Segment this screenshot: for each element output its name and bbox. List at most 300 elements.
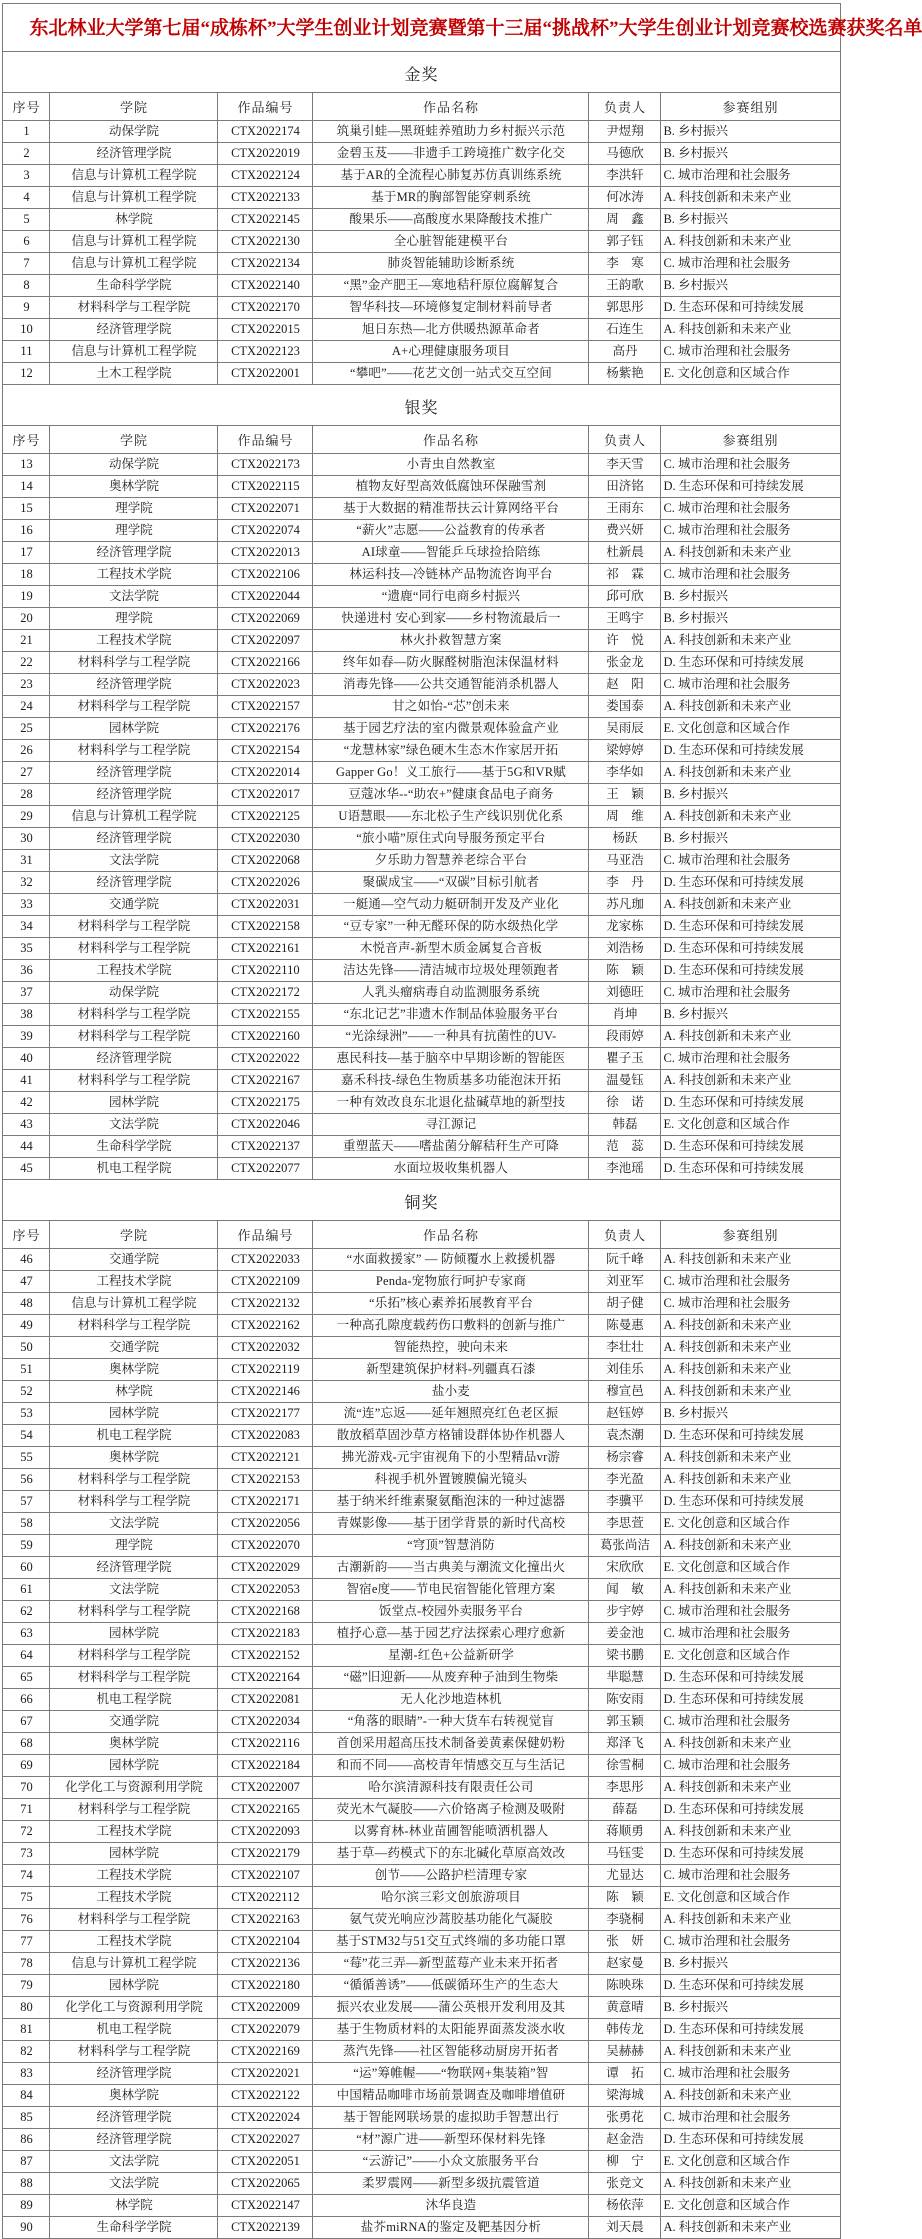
- column-header-row: [3, 426, 840, 454]
- cell-leader: 苏凡珈: [589, 894, 661, 916]
- cell-college: 交通学院: [50, 894, 218, 916]
- cell-work-id: CTX2022183: [218, 1623, 313, 1645]
- cell-work-id: CTX2022051: [218, 2151, 313, 2173]
- cell-group: A. 科技创新和未来产业: [661, 187, 840, 209]
- cell-work-id: CTX2022172: [218, 982, 313, 1004]
- cell-index: 65: [3, 1667, 50, 1689]
- cell-index: 4: [3, 187, 50, 209]
- cell-leader: 高丹: [589, 341, 661, 363]
- cell-college: 信息与计算机工程学院: [50, 341, 218, 363]
- cell-college: 奥林学院: [50, 1447, 218, 1469]
- cell-index: 85: [3, 2107, 50, 2129]
- table-row: [3, 1513, 840, 1535]
- cell-leader: 吴雨辰: [589, 718, 661, 740]
- cell-work-name: 小青虫自然教室: [313, 454, 589, 476]
- cell-work-id: CTX2022029: [218, 1557, 313, 1579]
- cell-work-name: 豆蔻冰华--“助农+”健康食品电子商务: [313, 784, 589, 806]
- cell-work-name: 水面垃圾收集机器人: [313, 1158, 589, 1180]
- cell-group: A. 科技创新和未来产业: [661, 2173, 840, 2195]
- cell-group: C. 城市治理和社会服务: [661, 850, 840, 872]
- cell-work-name: 一种有效改良东北退化盐碱草地的新型技: [313, 1092, 589, 1114]
- cell-college: 林学院: [50, 1381, 218, 1403]
- table-row: [3, 608, 840, 630]
- cell-college: 园林学院: [50, 1975, 218, 1997]
- cell-group: A. 科技创新和未来产业: [661, 1381, 840, 1403]
- cell-group: E. 文化创意和区域合作: [661, 1513, 840, 1535]
- cell-work-name: 科视手机外置镀膜偏光镜头: [313, 1469, 589, 1491]
- award-table: [2, 3, 922, 2239]
- table-row: [3, 1381, 840, 1403]
- cell-college: 经济管理学院: [50, 784, 218, 806]
- cell-work-name: 金碧玉芨——非遗手工跨境推广数字化交: [313, 143, 589, 165]
- cell-group: D. 生态环保和可持续发展: [661, 297, 840, 319]
- cell-college: 材料科学与工程学院: [50, 1491, 218, 1513]
- table-row: [3, 143, 840, 165]
- cell-leader: 李华如: [589, 762, 661, 784]
- cell-group: B. 乡村振兴: [661, 275, 840, 297]
- cell-work-id: CTX2022107: [218, 1865, 313, 1887]
- cell-work-id: CTX2022024: [218, 2107, 313, 2129]
- table-row: [3, 784, 840, 806]
- cell-work-name: “遗鹿“同行电商乡村振兴: [313, 586, 589, 608]
- cell-group: B. 乡村振兴: [661, 1403, 840, 1425]
- cell-work-name: 基于园艺疗法的室内微景观体验盒产业: [313, 718, 589, 740]
- cell-leader: 徐雪桐: [589, 1755, 661, 1777]
- column-header: 学院: [50, 426, 218, 454]
- cell-leader: 李池瑶: [589, 1158, 661, 1180]
- column-header: 作品编号: [218, 426, 313, 454]
- cell-leader: 李思彤: [589, 1777, 661, 1799]
- cell-index: 58: [3, 1513, 50, 1535]
- column-header: 负责人: [589, 426, 661, 454]
- cell-index: 34: [3, 916, 50, 938]
- table-row: [3, 1557, 840, 1579]
- cell-work-name: 振兴农业发展——蒲公英根开发利用及其: [313, 1997, 589, 2019]
- cell-group: C. 城市治理和社会服务: [661, 1865, 840, 1887]
- cell-work-name: 一种高孔隙度载药伤口敷料的创新与推广: [313, 1315, 589, 1337]
- cell-work-name: Penda-宠物旅行呵护专家商: [313, 1271, 589, 1293]
- cell-work-id: CTX2022106: [218, 564, 313, 586]
- cell-college: 经济管理学院: [50, 2063, 218, 2085]
- cell-college: 经济管理学院: [50, 1557, 218, 1579]
- cell-group: A. 科技创新和未来产业: [661, 1070, 840, 1092]
- cell-work-id: CTX2022163: [218, 1909, 313, 1931]
- cell-work-id: CTX2022145: [218, 209, 313, 231]
- table-row: [3, 1271, 840, 1293]
- cell-work-name: 哈尔滨清源科技有限责任公司: [313, 1777, 589, 1799]
- table-row: [3, 1425, 840, 1447]
- cell-group: B. 乡村振兴: [661, 1953, 840, 1975]
- cell-work-name: “水面救援家” — 防倾覆水上救援机器: [313, 1249, 589, 1271]
- cell-work-id: CTX2022184: [218, 1755, 313, 1777]
- column-header: 参赛组别: [661, 93, 840, 121]
- table-row: [3, 1491, 840, 1513]
- cell-index: 24: [3, 696, 50, 718]
- table-row: [3, 652, 840, 674]
- cell-group: A. 科技创新和未来产业: [661, 1337, 840, 1359]
- cell-work-id: CTX2022155: [218, 1004, 313, 1026]
- cell-group: E. 文化创意和区域合作: [661, 2195, 840, 2217]
- table-row: [3, 1799, 840, 1821]
- cell-group: C. 城市治理和社会服务: [661, 454, 840, 476]
- cell-leader: 薛磊: [589, 1799, 661, 1821]
- column-header: 作品名称: [313, 93, 589, 121]
- cell-leader: 郭子钰: [589, 231, 661, 253]
- cell-college: 园林学院: [50, 1755, 218, 1777]
- cell-group: A. 科技创新和未来产业: [661, 2041, 840, 2063]
- cell-leader: 韩磊: [589, 1114, 661, 1136]
- cell-group: C. 城市治理和社会服务: [661, 520, 840, 542]
- cell-group: C. 城市治理和社会服务: [661, 1931, 840, 1953]
- cell-college: 材料科学与工程学院: [50, 2041, 218, 2063]
- cell-group: B. 乡村振兴: [661, 209, 840, 231]
- cell-work-name: 基于STM32与51交互式终端的多功能口罩: [313, 1931, 589, 1953]
- cell-index: 33: [3, 894, 50, 916]
- cell-leader: 杨依萍: [589, 2195, 661, 2217]
- table-row: [3, 1843, 840, 1865]
- cell-work-name: 饭堂点-校园外卖服务平台: [313, 1601, 589, 1623]
- cell-work-name: 甘之如怡-“芯”创未来: [313, 696, 589, 718]
- cell-college: 林学院: [50, 209, 218, 231]
- cell-work-id: CTX2022007: [218, 1777, 313, 1799]
- table-row: [3, 1469, 840, 1491]
- cell-work-id: CTX2022124: [218, 165, 313, 187]
- table-row: [3, 740, 840, 762]
- cell-leader: 马德欣: [589, 143, 661, 165]
- cell-work-id: CTX2022130: [218, 231, 313, 253]
- cell-college: 信息与计算机工程学院: [50, 231, 218, 253]
- cell-leader: 徐 诺: [589, 1092, 661, 1114]
- cell-college: 交通学院: [50, 1711, 218, 1733]
- cell-leader: 陈映珠: [589, 1975, 661, 1997]
- cell-work-id: CTX2022053: [218, 1579, 313, 1601]
- cell-work-id: CTX2022153: [218, 1469, 313, 1491]
- cell-work-id: CTX2022119: [218, 1359, 313, 1381]
- cell-work-id: CTX2022031: [218, 894, 313, 916]
- cell-group: C. 城市治理和社会服务: [661, 564, 840, 586]
- table-row: [3, 1777, 840, 1799]
- cell-work-name: 以雾育林-林业苗圃智能喷洒机器人: [313, 1821, 589, 1843]
- cell-leader: 郭玉颖: [589, 1711, 661, 1733]
- cell-work-name: 智宿e度——节电民宿智能化管理方案: [313, 1579, 589, 1601]
- cell-college: 经济管理学院: [50, 143, 218, 165]
- cell-college: 信息与计算机工程学院: [50, 806, 218, 828]
- cell-group: A. 科技创新和未来产业: [661, 542, 840, 564]
- cell-index: 31: [3, 850, 50, 872]
- cell-leader: 韩传龙: [589, 2019, 661, 2041]
- cell-group: D. 生态环保和可持续发展: [661, 916, 840, 938]
- cell-group: A. 科技创新和未来产业: [661, 2217, 840, 2239]
- cell-college: 工程技术学院: [50, 1271, 218, 1293]
- cell-work-name: 流“连”忘返——延年翘照亮红色老区振: [313, 1403, 589, 1425]
- cell-group: E. 文化创意和区域合作: [661, 2151, 840, 2173]
- section-title-row: [3, 385, 840, 426]
- cell-leader: 柳 宁: [589, 2151, 661, 2173]
- cell-work-id: CTX2022139: [218, 2217, 313, 2239]
- cell-leader: 杨紫艳: [589, 363, 661, 385]
- cell-work-id: CTX2022097: [218, 630, 313, 652]
- cell-index: 54: [3, 1425, 50, 1447]
- cell-leader: 田济铭: [589, 476, 661, 498]
- cell-index: 52: [3, 1381, 50, 1403]
- cell-work-name: “龙慧林家”绿色硬木生态木作家居开拓: [313, 740, 589, 762]
- table-row: [3, 454, 840, 476]
- cell-work-id: CTX2022112: [218, 1887, 313, 1909]
- cell-college: 信息与计算机工程学院: [50, 1953, 218, 1975]
- cell-index: 56: [3, 1469, 50, 1491]
- cell-work-name: 散放稻草固沙草方格铺设群体协作机器人: [313, 1425, 589, 1447]
- cell-leader: 姜金池: [589, 1623, 661, 1645]
- table-row: [3, 1931, 840, 1953]
- cell-leader: 杜新晨: [589, 542, 661, 564]
- table-row: [3, 1579, 840, 1601]
- cell-leader: 李天雪: [589, 454, 661, 476]
- cell-work-id: CTX2022152: [218, 1645, 313, 1667]
- cell-group: D. 生态环保和可持续发展: [661, 2019, 840, 2041]
- cell-index: 30: [3, 828, 50, 850]
- cell-index: 46: [3, 1249, 50, 1271]
- column-header-row: [3, 1221, 840, 1249]
- cell-group: E. 文化创意和区域合作: [661, 718, 840, 740]
- cell-index: 70: [3, 1777, 50, 1799]
- cell-work-id: CTX2022015: [218, 319, 313, 341]
- cell-index: 39: [3, 1026, 50, 1048]
- cell-group: A. 科技创新和未来产业: [661, 1821, 840, 1843]
- cell-work-name: 柔罗震网——新型多级抗震管道: [313, 2173, 589, 2195]
- table-row: [3, 916, 840, 938]
- table-row: [3, 2019, 840, 2041]
- cell-work-name: 古潮新韵——当古典美与潮流文化撞出火: [313, 1557, 589, 1579]
- cell-group: C. 城市治理和社会服务: [661, 982, 840, 1004]
- cell-work-id: CTX2022104: [218, 1931, 313, 1953]
- cell-work-name: 全心脏智能建模平台: [313, 231, 589, 253]
- cell-college: 经济管理学院: [50, 542, 218, 564]
- cell-leader: 马亚浩: [589, 850, 661, 872]
- cell-work-name: 荧光木气凝胶——六价铬离子检测及吸附: [313, 1799, 589, 1821]
- cell-college: 化学化工与资源利用学院: [50, 1997, 218, 2019]
- cell-index: 49: [3, 1315, 50, 1337]
- cell-group: A. 科技创新和未来产业: [661, 1579, 840, 1601]
- cell-work-id: CTX2022069: [218, 608, 313, 630]
- table-row: [3, 696, 840, 718]
- cell-index: 38: [3, 1004, 50, 1026]
- cell-index: 2: [3, 143, 50, 165]
- cell-leader: 娄国泰: [589, 696, 661, 718]
- cell-work-name: 智华科技—环境修复定制材料前导者: [313, 297, 589, 319]
- table-row: [3, 2085, 840, 2107]
- cell-group: D. 生态环保和可持续发展: [661, 1092, 840, 1114]
- cell-college: 文法学院: [50, 850, 218, 872]
- cell-index: 77: [3, 1931, 50, 1953]
- cell-work-id: CTX2022171: [218, 1491, 313, 1513]
- cell-leader: 陈安雨: [589, 1689, 661, 1711]
- cell-index: 79: [3, 1975, 50, 1997]
- table-row: [3, 2195, 840, 2217]
- cell-college: 文法学院: [50, 586, 218, 608]
- cell-leader: 张金龙: [589, 652, 661, 674]
- cell-index: 1: [3, 121, 50, 143]
- column-header: 学院: [50, 93, 218, 121]
- cell-work-name: 盐小麦: [313, 1381, 589, 1403]
- cell-index: 40: [3, 1048, 50, 1070]
- cell-group: C. 城市治理和社会服务: [661, 165, 840, 187]
- cell-leader: 王韵歌: [589, 275, 661, 297]
- cell-college: 材料科学与工程学院: [50, 1004, 218, 1026]
- cell-work-name: “循循善诱”——低碳循环生产的生态大: [313, 1975, 589, 1997]
- cell-work-id: CTX2022046: [218, 1114, 313, 1136]
- cell-leader: 穆宣邑: [589, 1381, 661, 1403]
- cell-leader: 范 蕊: [589, 1136, 661, 1158]
- table-row: [3, 1048, 840, 1070]
- cell-leader: 祁 霖: [589, 564, 661, 586]
- cell-group: D. 生态环保和可持续发展: [661, 2129, 840, 2151]
- cell-work-id: CTX2022109: [218, 1271, 313, 1293]
- cell-leader: 陈 颖: [589, 1887, 661, 1909]
- cell-work-name: 基于AR的全流程心肺复苏仿真训练系统: [313, 165, 589, 187]
- cell-college: 经济管理学院: [50, 319, 218, 341]
- cell-group: B. 乡村振兴: [661, 1004, 840, 1026]
- cell-work-id: CTX2022168: [218, 1601, 313, 1623]
- cell-leader: 李 丹: [589, 872, 661, 894]
- cell-college: 经济管理学院: [50, 872, 218, 894]
- cell-leader: 马钰雯: [589, 1843, 661, 1865]
- table-row: [3, 960, 840, 982]
- table-row: [3, 1667, 840, 1689]
- table-row: [3, 520, 840, 542]
- cell-college: 交通学院: [50, 1337, 218, 1359]
- table-row: [3, 187, 840, 209]
- cell-leader: 李骁桐: [589, 1909, 661, 1931]
- cell-college: 材料科学与工程学院: [50, 1315, 218, 1337]
- cell-work-id: CTX2022125: [218, 806, 313, 828]
- cell-group: B. 乡村振兴: [661, 586, 840, 608]
- table-row: [3, 894, 840, 916]
- table-row: [3, 297, 840, 319]
- cell-work-id: CTX2022032: [218, 1337, 313, 1359]
- cell-index: 37: [3, 982, 50, 1004]
- cell-college: 文法学院: [50, 1579, 218, 1601]
- cell-college: 材料科学与工程学院: [50, 1070, 218, 1092]
- cell-work-name: 哈尔滨三彩文创旅游项目: [313, 1887, 589, 1909]
- cell-work-id: CTX2022165: [218, 1799, 313, 1821]
- cell-leader: 阮千峰: [589, 1249, 661, 1271]
- cell-work-id: CTX2022001: [218, 363, 313, 385]
- cell-group: D. 生态环保和可持续发展: [661, 1158, 840, 1180]
- cell-work-name: 基于纳米纤维素聚氨酯泡沫的一种过滤器: [313, 1491, 589, 1513]
- cell-college: 理学院: [50, 1535, 218, 1557]
- cell-work-id: CTX2022166: [218, 652, 313, 674]
- cell-group: D. 生态环保和可持续发展: [661, 740, 840, 762]
- cell-work-id: CTX2022115: [218, 476, 313, 498]
- cell-college: 生命科学学院: [50, 1136, 218, 1158]
- cell-index: 81: [3, 2019, 50, 2041]
- cell-work-id: CTX2022180: [218, 1975, 313, 1997]
- cell-group: B. 乡村振兴: [661, 784, 840, 806]
- table-row: [3, 2107, 840, 2129]
- cell-index: 53: [3, 1403, 50, 1425]
- table-row: [3, 1755, 840, 1777]
- cell-work-name: “东北记艺”非遗木作制品体验服务平台: [313, 1004, 589, 1026]
- cell-work-name: “豆专家”一种无醛环保的防水级热化学: [313, 916, 589, 938]
- cell-work-id: CTX2022074: [218, 520, 313, 542]
- cell-work-name: 青媒影像——基于团学背景的新时代高校: [313, 1513, 589, 1535]
- table-row: [3, 231, 840, 253]
- cell-college: 经济管理学院: [50, 762, 218, 784]
- cell-group: C. 城市治理和社会服务: [661, 1293, 840, 1315]
- cell-college: 机电工程学院: [50, 1425, 218, 1447]
- table-row: [3, 1711, 840, 1733]
- cell-college: 机电工程学院: [50, 2019, 218, 2041]
- cell-college: 园林学院: [50, 1403, 218, 1425]
- cell-work-name: 木悦音声-新型木质金属复合音板: [313, 938, 589, 960]
- cell-work-name: 和而不同——高校青年情感交互与生活记: [313, 1755, 589, 1777]
- cell-index: 9: [3, 297, 50, 319]
- cell-leader: 周 维: [589, 806, 661, 828]
- cell-leader: 张 妍: [589, 1931, 661, 1953]
- cell-index: 59: [3, 1535, 50, 1557]
- cell-index: 72: [3, 1821, 50, 1843]
- cell-college: 园林学院: [50, 1843, 218, 1865]
- table-row: [3, 476, 840, 498]
- cell-work-name: 重塑蓝天——嗜盐菌分解秸秆生产可降: [313, 1136, 589, 1158]
- cell-leader: 步宇婷: [589, 1601, 661, 1623]
- table-row: [3, 1909, 840, 1931]
- table-row: [3, 209, 840, 231]
- table-row: [3, 1997, 840, 2019]
- column-header: 作品编号: [218, 1221, 313, 1249]
- cell-index: 87: [3, 2151, 50, 2173]
- cell-college: 文法学院: [50, 2173, 218, 2195]
- cell-work-id: CTX2022023: [218, 674, 313, 696]
- cell-work-name: 筑巢引蛙—黑斑蛙养殖助力乡村振兴示范: [313, 121, 589, 143]
- cell-index: 15: [3, 498, 50, 520]
- cell-college: 理学院: [50, 520, 218, 542]
- cell-work-name: “莓”花三弄—新型蓝莓产业未来开拓者: [313, 1953, 589, 1975]
- cell-college: 工程技术学院: [50, 1865, 218, 1887]
- cell-group: A. 科技创新和未来产业: [661, 2085, 840, 2107]
- cell-index: 43: [3, 1114, 50, 1136]
- cell-index: 50: [3, 1337, 50, 1359]
- table-row: [3, 850, 840, 872]
- cell-leader: 宋欣欣: [589, 1557, 661, 1579]
- cell-leader: 刘天晨: [589, 2217, 661, 2239]
- cell-leader: 张勇花: [589, 2107, 661, 2129]
- cell-leader: 芈聪慧: [589, 1667, 661, 1689]
- cell-work-id: CTX2022030: [218, 828, 313, 850]
- cell-leader: 刘佳乐: [589, 1359, 661, 1381]
- table-row: [3, 1359, 840, 1381]
- section-title-row: [3, 52, 840, 93]
- cell-work-id: CTX2022033: [218, 1249, 313, 1271]
- cell-group: C. 城市治理和社会服务: [661, 2063, 840, 2085]
- cell-group: A. 科技创新和未来产业: [661, 806, 840, 828]
- cell-group: D. 生态环保和可持续发展: [661, 1975, 840, 1997]
- cell-leader: 温曼钰: [589, 1070, 661, 1092]
- cell-group: A. 科技创新和未来产业: [661, 1447, 840, 1469]
- cell-leader: 杨宗睿: [589, 1447, 661, 1469]
- cell-work-id: CTX2022162: [218, 1315, 313, 1337]
- cell-leader: 赵钰婷: [589, 1403, 661, 1425]
- cell-group: A. 科技创新和未来产业: [661, 1777, 840, 1799]
- cell-work-id: CTX2022158: [218, 916, 313, 938]
- cell-group: C. 城市治理和社会服务: [661, 498, 840, 520]
- cell-index: 80: [3, 1997, 50, 2019]
- cell-group: C. 城市治理和社会服务: [661, 1601, 840, 1623]
- table-row: [3, 1887, 840, 1909]
- table-row: [3, 121, 840, 143]
- cell-index: 5: [3, 209, 50, 231]
- cell-college: 动保学院: [50, 454, 218, 476]
